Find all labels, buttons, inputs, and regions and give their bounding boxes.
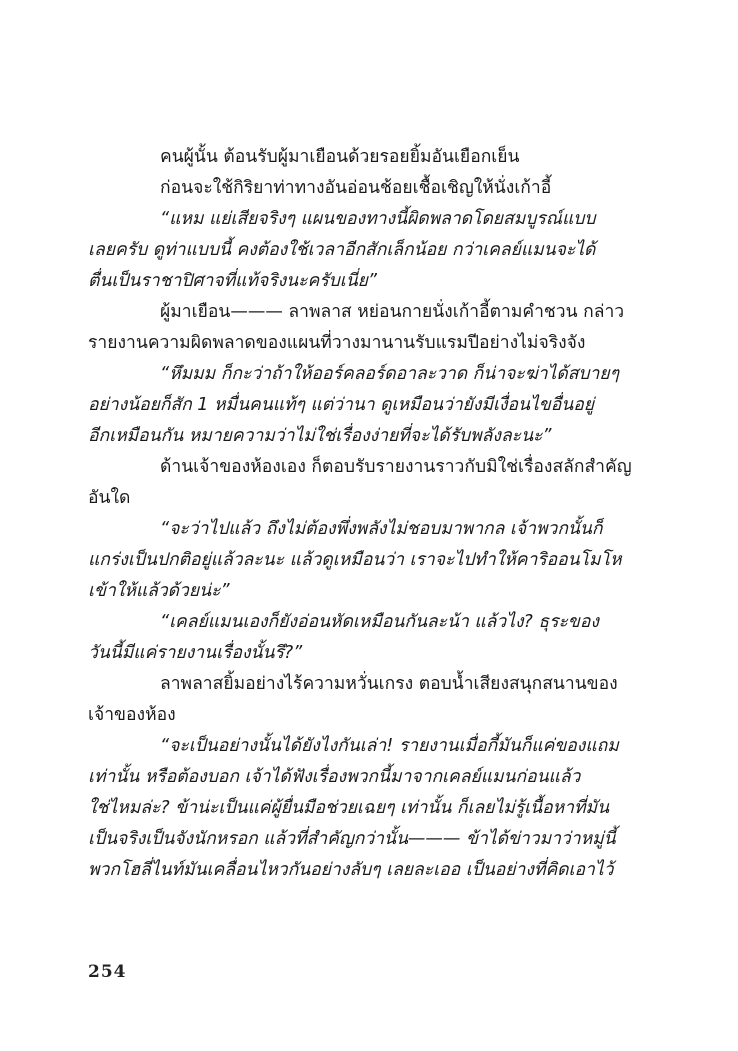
- text-line: “เคลย์แมนเองก็ยังอ่อนหัดเหมือนกันละน้า แล้วไง? ธุระของ: [160, 612, 599, 632]
- text-line: “หึมมม ก็กะว่าถ้าให้ออร์คลอร์ดอาละวาด ก็น่าจะฆ่าได้สบายๆ: [160, 364, 619, 384]
- page-body: [88, 142, 652, 886]
- text-line: เป็นจริงเป็นจังนักหรอก แล้วที่สำคัญกว่านั้น——— ข้าได้ข่าวมาว่าหมู่นี้: [88, 829, 616, 849]
- text-line: ลาพลาสยิ้มอย่างไร้ความหวั่นเกรง ตอบน้ำเสียงสนุกสนานของ: [160, 674, 618, 694]
- text-line: รายงานความผิดพลาดของแผนที่วางมานานรับแรมปีอย่างไม่จริงจัง: [88, 333, 586, 353]
- text-line: เข้าให้แล้วด้วยน่ะ”: [88, 581, 230, 601]
- text-line: แกร่งเป็นปกติอยู่แล้วละนะ แล้วดูเหมือนว่า เราจะไปทำให้คาริออนโมโห: [88, 550, 622, 570]
- text-line: วันนี้มีแค่รายงานเรื่องนั้นรึ?”: [88, 643, 303, 663]
- text-line: ก่อนจะใช้กิริยาท่าทางอันอ่อนช้อยเชื้อเชิญให้นั่งเก้าอี้: [160, 178, 552, 198]
- text-line: ด้านเจ้าของห้องเอง ก็ตอบรับรายงานราวกับมิใช่เรื่องสลักสำคัญ: [160, 457, 632, 477]
- text-line: ตื่นเป็นราชาปิศาจที่แท้จริงนะครับเนี่ย”: [88, 271, 377, 291]
- text-line: อย่างน้อยก็สัก 1 หมื่นคนแท้ๆ แต่ว่านา ดูเหมือนว่ายังมีเงื่อนไขอื่นอยู่: [88, 395, 595, 415]
- text-line: เจ้าของห้อง: [88, 705, 176, 725]
- page-number: 254: [88, 962, 127, 982]
- text-line: “แหม แย่เสียจริงๆ แผนของทางนี้ผิดพลาดโดยสมบูรณ์แบบ: [160, 209, 596, 229]
- text-line: เลยครับ ดูท่าแบบนี้ คงต้องใช้เวลาอีกสักเล็กน้อย กว่าเคลย์แมนจะได้: [88, 240, 596, 260]
- text-line: ผู้มาเยือน——— ลาพลาส หย่อนกายนั่งเก้าอี้ตามคำชวน กล่าว: [160, 302, 625, 322]
- text-line: “จะเป็นอย่างนั้นได้ยังไงกันเล่า! รายงานเมื่อกี้มันก็แค่ของแถม: [160, 736, 619, 756]
- text-line: พวกโฮลี่ไนท์มันเคลื่อนไหวกันอย่างลับๆ เลยละเออ เป็นอย่างที่คิดเอาไว้: [88, 860, 614, 880]
- text-line: เท่านั้น หรือต้องบอก เจ้าได้ฟังเรื่องพวกนี้มาจากเคลย์แมนก่อนแล้ว: [88, 767, 581, 787]
- text-line: ใช่ไหมล่ะ? ข้าน่ะเป็นแค่ผู้ยื่นมือช่วยเฉยๆ เท่านั้น ก็เลยไม่รู้เนื้อหาที่มัน: [88, 798, 610, 818]
- text-line: คนผู้นั้น ต้อนรับผู้มาเยือนด้วยรอยยิ้มอันเยือกเย็น: [160, 147, 520, 167]
- text-line: อันใด: [88, 488, 131, 508]
- text-line: “จะว่าไปแล้ว ถึงไม่ต้องพึ่งพลังไม่ชอบมาพากล เจ้าพวกนั้นก็: [160, 519, 603, 539]
- text-line: อีกเหมือนกัน หมายความว่าไม่ใช่เรื่องง่ายที่จะได้รับพลังละนะ”: [88, 426, 552, 446]
